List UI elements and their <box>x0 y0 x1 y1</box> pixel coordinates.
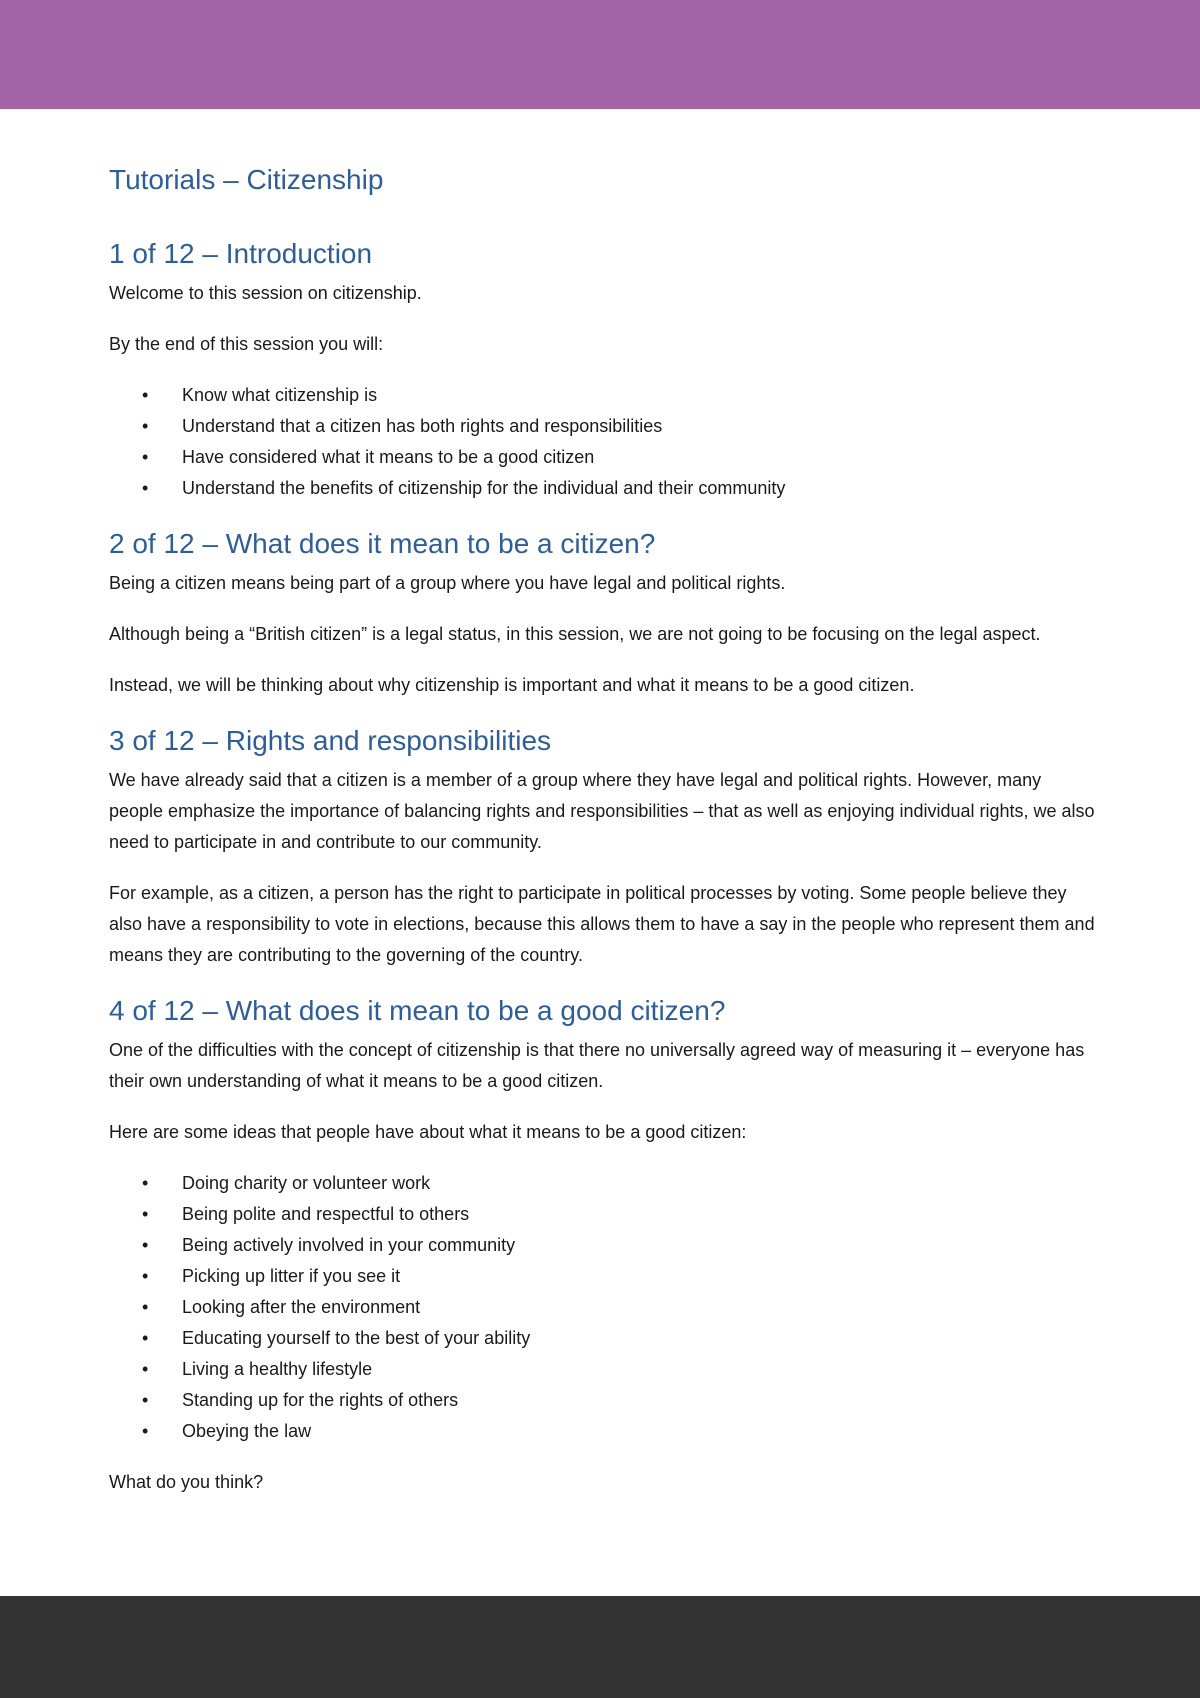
list-item <box>109 411 1099 442</box>
list-item-text: Living a healthy lifestyle <box>182 1359 373 1379</box>
list-item-text: Know what citizenship is <box>182 385 378 405</box>
bullet-icon: • <box>142 385 149 405</box>
section-heading: 3 of 12 – Rights and responsibilities <box>109 725 552 756</box>
section-heading: 4 of 12 – What does it mean to be a good citizen? <box>109 995 726 1026</box>
list-item-text: Have considered what it means to be a good citizen <box>182 447 595 467</box>
paragraph: We have already said that a citizen is a member of a group where they have legal and political rights. However, many people emphasize the importance of balancing rights and responsibilities – that as well as enjoying individual rights, we also need to participate in and contribute to our community. <box>109 770 1095 852</box>
bullet-icon: • <box>142 1390 149 1410</box>
paragraph: For example, as a citizen, a person has the right to participate in political processes by voting. Some people believe they also have a responsibility to vote in elections, because this allows them to have a say in the people who represent them and means they are contributing to the governing of the country. <box>109 883 1095 965</box>
paragraph: Although being a “British citizen” is a legal status, in this session, we are not going to be focusing on the legal aspect. <box>109 624 1041 644</box>
list-item <box>109 1323 1099 1354</box>
list-item <box>109 1416 1099 1447</box>
list-item-text: Looking after the environment <box>182 1297 421 1317</box>
footer-band <box>0 1596 1200 1698</box>
section-rights-responsibilities <box>109 721 1099 971</box>
bullet-icon: • <box>142 416 149 436</box>
list-item <box>109 473 1099 504</box>
bullet-icon: • <box>142 1173 149 1193</box>
document-title: Tutorials – Citizenship <box>109 164 384 195</box>
list-item-text: Doing charity or volunteer work <box>182 1173 431 1193</box>
list-item <box>109 1230 1099 1261</box>
list-item <box>109 442 1099 473</box>
bullet-icon: • <box>142 1204 149 1224</box>
bullet-icon: • <box>142 1235 149 1255</box>
section-heading: 2 of 12 – What does it mean to be a citizen? <box>109 528 656 559</box>
list-item <box>109 1354 1099 1385</box>
list-item-text: Understand that a citizen has both rights and responsibilities <box>182 416 663 436</box>
header-band <box>0 0 1200 109</box>
list-item-text: Understand the benefits of citizenship for the individual and their community <box>182 478 786 498</box>
bullet-icon: • <box>142 1266 149 1286</box>
paragraph: Welcome to this session on citizenship. <box>109 283 422 303</box>
section-heading: 1 of 12 – Introduction <box>109 238 373 269</box>
bullet-list <box>109 1168 1099 1447</box>
list-item <box>109 1261 1099 1292</box>
bullet-icon: • <box>142 1328 149 1348</box>
paragraph: Here are some ideas that people have about what it means to be a good citizen: <box>109 1122 747 1142</box>
bullet-icon: • <box>142 1297 149 1317</box>
list-item <box>109 1385 1099 1416</box>
bullet-list <box>109 380 1099 504</box>
paragraph: Being a citizen means being part of a group where you have legal and political rights. <box>109 573 786 593</box>
bullet-icon: • <box>142 1421 149 1441</box>
list-item-text: Picking up litter if you see it <box>182 1266 401 1286</box>
list-item <box>109 380 1099 411</box>
list-item <box>109 1292 1099 1323</box>
section-introduction <box>109 234 1099 504</box>
bullet-icon: • <box>142 478 149 498</box>
closing-question: What do you think? <box>109 1472 264 1492</box>
bullet-icon: • <box>142 1359 149 1379</box>
list-item <box>109 1168 1099 1199</box>
document-body <box>109 160 1099 1518</box>
bullet-icon: • <box>142 447 149 467</box>
paragraph: By the end of this session you will: <box>109 334 384 354</box>
list-item-text: Standing up for the rights of others <box>182 1390 459 1410</box>
list-item-text: Being actively involved in your community <box>182 1235 516 1255</box>
list-item-text: Obeying the law <box>182 1421 312 1441</box>
list-item-text: Educating yourself to the best of your ability <box>182 1328 531 1348</box>
list-item <box>109 1199 1099 1230</box>
list-item-text: Being polite and respectful to others <box>182 1204 470 1224</box>
section-what-is-citizen <box>109 524 1099 701</box>
section-good-citizen <box>109 991 1099 1498</box>
paragraph: Instead, we will be thinking about why citizenship is important and what it means to be a good citizen. <box>109 675 915 695</box>
paragraph: One of the difficulties with the concept of citizenship is that there no universally agreed way of measuring it – everyone has their own understanding of what it means to be a good citizen. <box>109 1040 1085 1091</box>
